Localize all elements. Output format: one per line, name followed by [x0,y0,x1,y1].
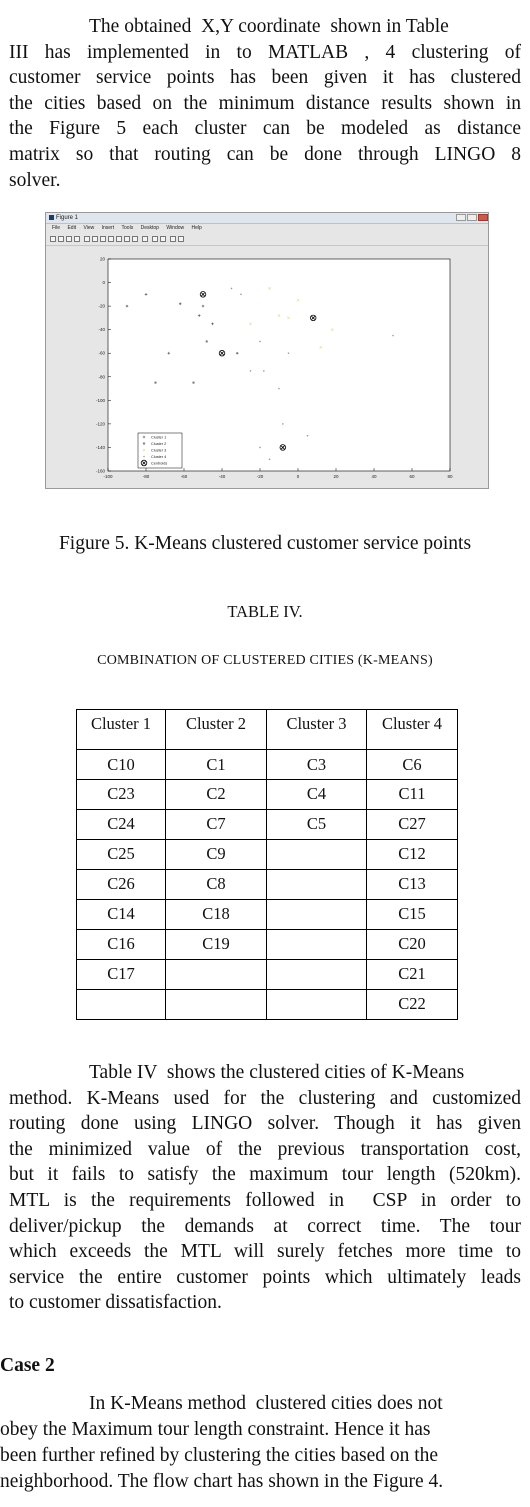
cluster-2-point [236,352,239,355]
y-tick-label: -20 [98,303,105,309]
table-subtitle-text: COMBINATION OF CLUSTERED CITIES (K-MEANS) [97,653,433,668]
header-cluster-1: Cluster 1 [77,710,166,750]
table-cell: C26 [77,870,166,900]
table-cell: C8 [166,870,267,900]
table-cell [166,960,267,990]
header-cluster-4: Cluster 4 [367,710,458,750]
paragraph-2-line: to customer dissatisfaction. [9,1292,222,1314]
menu-help[interactable]: Help [191,225,202,231]
legend-label: Centroids [151,461,168,466]
cluster-2-point [179,302,182,305]
table-cell: C5 [267,810,367,840]
matlab-figure-window [45,212,489,489]
table-cell [267,900,367,930]
table-cell [267,930,367,960]
paragraph-3-line: been further refined by clustering the cities based on the [0,1445,439,1466]
paragraph-3-line: In K-Means method clustered cities does not [89,1393,443,1414]
y-tick-label: -80 [98,374,105,380]
y-tick-label: -40 [98,327,105,333]
cluster-4-point [307,435,309,437]
table-row [77,870,458,900]
cluster-4-point [259,447,261,449]
y-tick-label: 0 [102,280,105,286]
table-cell: C18 [166,900,267,930]
table-cell: C1 [166,750,267,780]
legend-label: Cluster 2 [151,442,167,446]
legend-label: Cluster 1 [151,435,167,440]
legend-marker [143,456,145,458]
paragraph-2-line: which exceeds the MTL will surely fetches more time to [9,1241,521,1263]
table-cell: C7 [166,810,267,840]
x-tick-label: 60 [409,474,415,479]
cluster-4-point [259,341,261,343]
table-cell: C17 [77,960,166,990]
menu-desktop[interactable]: Desktop [140,225,159,231]
x-tick-label: 40 [371,474,377,479]
table-row [77,930,458,960]
menu-window[interactable]: Window [166,225,185,231]
table-cell: C6 [367,750,458,780]
x-tick-label: -100 [103,474,113,479]
paragraph-1-line: III has implemented in to MATLAB , 4 clustering of [9,41,521,63]
table-cell: C19 [166,930,267,960]
table-title: TABLE IV. [227,602,303,621]
y-tick-label: -160 [95,468,105,474]
table-cell: C24 [77,810,166,840]
header-cluster-3: Cluster 3 [267,710,367,750]
y-tick-label: -100 [95,397,105,403]
table-row [77,900,458,930]
table-cell [267,870,367,900]
y-tick-label: -140 [95,444,105,450]
cluster-4-point [392,335,394,337]
cluster-4-point [231,288,233,290]
clustered-cities-table [76,709,458,1020]
paragraph-2-line: method. K-Means used for the clustering and customized [9,1087,521,1109]
table-row [77,990,458,1020]
header-cluster-2: Cluster 2 [166,710,267,750]
cluster-4-point [263,370,265,372]
table-row [77,960,458,990]
paragraph-2-line: but it fails to satisfy the maximum tour length (520km). [9,1164,521,1186]
table-cell: C14 [77,900,166,930]
table-header-row [77,710,458,750]
paragraph-1-line: matrix so that routing can be done through LINGO 8 [9,144,521,165]
cluster-2-point [192,381,195,384]
table-cell [166,990,267,1020]
y-tick-label: -120 [95,421,105,427]
cluster-4-point [288,352,290,354]
menu-insert[interactable]: Insert [101,225,115,231]
x-tick-label: -80 [142,474,150,479]
x-tick-label: -60 [180,474,188,479]
table-row [77,750,458,780]
table-row [77,840,458,870]
menu-view[interactable]: View [83,225,95,231]
table-cell: C21 [367,960,458,990]
table-cell: C3 [267,750,367,780]
table-cell: C25 [77,840,166,870]
paragraph-3-line: obey the Maximum tour length constraint. Hence it has [0,1419,431,1440]
table-cell: C2 [166,780,267,810]
legend-marker [143,442,146,445]
table-cell: C9 [166,840,267,870]
y-tick-label: -60 [98,350,105,356]
table-cell: C20 [367,930,458,960]
table-cell: C22 [367,990,458,1020]
table-cell: C12 [367,840,458,870]
scatter-plot [46,213,490,490]
table-cell: C27 [367,810,458,840]
paragraph-1-line: the Figure 5 each cluster can be modeled as distance [9,118,521,140]
x-tick-label: 80 [447,474,453,479]
table-row [77,810,458,840]
paragraph-2-line: the minimized value of the previous transportation cost, [9,1138,521,1160]
table-cell: C10 [77,750,166,780]
paragraph-2-line: routing done using LINGO solver. Though it has given [9,1113,521,1135]
cluster-4-point [250,370,252,372]
paragraph-1-line: The obtained X,Y coordinate shown in Table [89,16,449,37]
paragraph-3-line: neighborhood. The flow chart has shown in the Figure 4. [0,1471,444,1492]
paragraph-1-line: customer service points has been given it has clustered [9,67,521,89]
paragraph-2-line: Table IV shows the clustered cities of K-Means [89,1062,465,1083]
table-cell [267,960,367,990]
cluster-4-point [240,294,242,296]
case-heading: Case 2 [0,1355,55,1376]
figure-window-title: Figure 1 [56,215,79,221]
table-cell: C15 [367,900,458,930]
legend-label: Cluster 4 [151,455,167,459]
table-cell [267,990,367,1020]
menu-edit[interactable]: Edit [67,225,77,231]
table-row [77,780,458,810]
paragraph-2-line: MTL is the requirements followed in CSP in order to [9,1190,521,1211]
table-cell: C23 [77,780,166,810]
table-cell: C16 [77,930,166,960]
cluster-4-point [269,458,271,460]
table-cell: C11 [367,780,458,810]
table-cell [77,990,166,1020]
paragraph-1-line: solver. [9,169,61,191]
table-cell [267,840,367,870]
cluster-2-point [126,305,129,308]
table-cell: C4 [267,780,367,810]
x-tick-label: 0 [296,474,300,479]
x-tick-label: -40 [218,474,226,479]
cluster-4-point [278,388,280,390]
legend-label: Cluster 3 [151,448,167,453]
paragraph-2-line: deliver/pickup the demands at correct time. The tour [9,1215,521,1237]
cluster-2-point [154,381,157,384]
figure-caption: Figure 5. K-Means clustered customer service points [58,533,472,554]
paragraph-2-line: service the entire customer points which ultimately leads [9,1266,521,1288]
paragraph-1-line: the cities based on the minimum distance results shown in [9,92,521,114]
x-tick-label: -20 [256,474,264,479]
table-subtitle [0,649,530,669]
table-cell: C13 [367,870,458,900]
menu-file[interactable]: File [52,225,61,231]
cluster-4-point [282,423,284,425]
cluster-2-point [206,340,209,343]
x-tick-label: 20 [333,474,339,479]
menu-tools[interactable]: Tools [121,225,134,231]
plot-legend [138,433,182,468]
y-tick-label: 20 [99,256,105,262]
